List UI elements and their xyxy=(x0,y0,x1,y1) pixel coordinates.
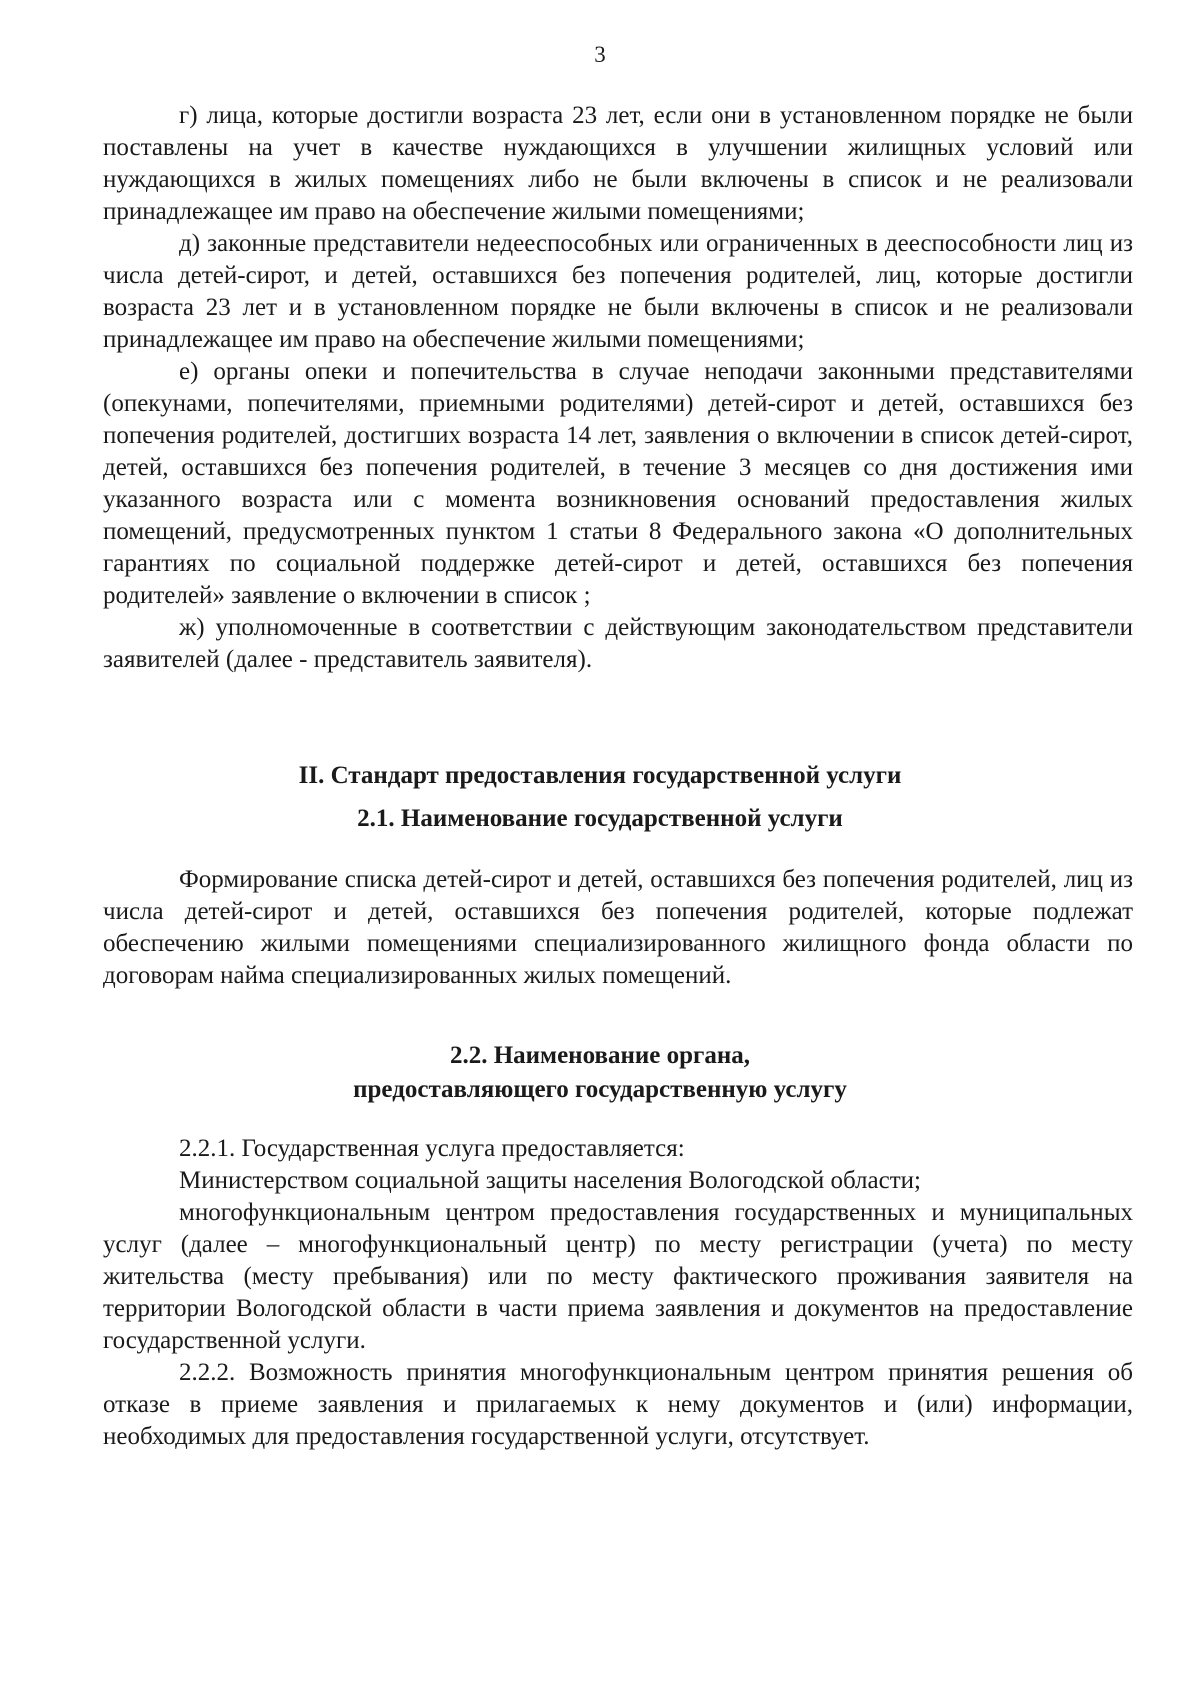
section-title: II. Стандарт предоставления государственной услуги xyxy=(298,762,902,789)
subsection-2-2-title-line1: 2.2. Наименование органа, xyxy=(449,1042,751,1069)
list-item: ж) уполномоченные в соответствии с действующим законодательством представители заявителей (далее - представитель заявителя). xyxy=(103,614,1133,673)
page-number: 3 xyxy=(594,42,606,67)
subsection-2-1-body xyxy=(103,864,1133,992)
paragraph: 2.2.2. Возможность принятия многофункциональным центром принятия решения об отказе в приеме заявления и прилагаемых к нему документов и (или) информации, необходимых для предоставления государственной услуги, отсутствует. xyxy=(103,1359,1133,1450)
list-item: г) лица, которые достигли возраста 23 лет, если они в установленном порядке не были поставлены на учет в качестве нуждающихся в улучшении жилищных условий или нуждающихся в жилых помещениях либо не были включены в список и не реализовали принадлежащее им право на обеспечение жилыми помещениями; xyxy=(103,102,1133,225)
subsection-2-2-title-line2: предоставляющего государственную услугу xyxy=(353,1076,847,1103)
paragraph: 2.2.1. Государственная услуга предоставляется: xyxy=(179,1135,685,1162)
subsection-2-2-title xyxy=(0,1039,1200,1107)
subsection-2-1-title: 2.1. Наименование государственной услуги xyxy=(357,805,843,832)
subsection-2-2-body xyxy=(103,1133,1133,1453)
paragraph: Формирование списка детей-сирот и детей, оставшихся без попечения родителей, лиц из числа детей-сирот и детей, оставшихся без попечения родителей, которые подлежат обеспечению жилыми помещениями специализированного жилищного фонда области по договорам найма специализированных жилых помещений. xyxy=(103,866,1133,989)
list-item: д) законные представители недееспособных или ограниченных в дееспособности лиц из числа детей-сирот, и детей, оставшихся без попечения родителей, лиц, которые достигли возраста 23 лет и в установленном порядке не были включены в список и не реализовали принадлежащее им право на обеспечение жилыми помещениями; xyxy=(103,230,1133,353)
recipients-list xyxy=(103,100,1133,676)
paragraph: Министерством социальной защиты населения Вологодской области; xyxy=(179,1167,921,1194)
list-item: е) органы опеки и попечительства в случае неподачи законными представителями (опекунами, попечителями, приемными родителями) детей-сирот и детей, оставшихся без попечения родителей, достигших возраста 14 лет, заявления о включении в список детей-сирот, детей, оставшихся без попечения родителей, в течение 3 месяцев со дня достижения ими указанного возраста или с момента возникновения оснований предоставления жилых помещений, предусмотренных пунктом 1 статьи 8 Федерального закона «О дополнительных гарантиях по социальной поддержке детей-сирот и детей, оставшихся без попечения родителей» заявление о включении в список ; xyxy=(103,358,1133,609)
paragraph: многофункциональным центром предоставления государственных и муниципальных услуг (далее – многофункциональный центр) по месту регистрации (учета) по месту жительства (месту пребывания) или по месту фактического проживания заявителя на территории Вологодской области в части приема заявления и документов на предоставление государственной услуги. xyxy=(103,1199,1133,1354)
